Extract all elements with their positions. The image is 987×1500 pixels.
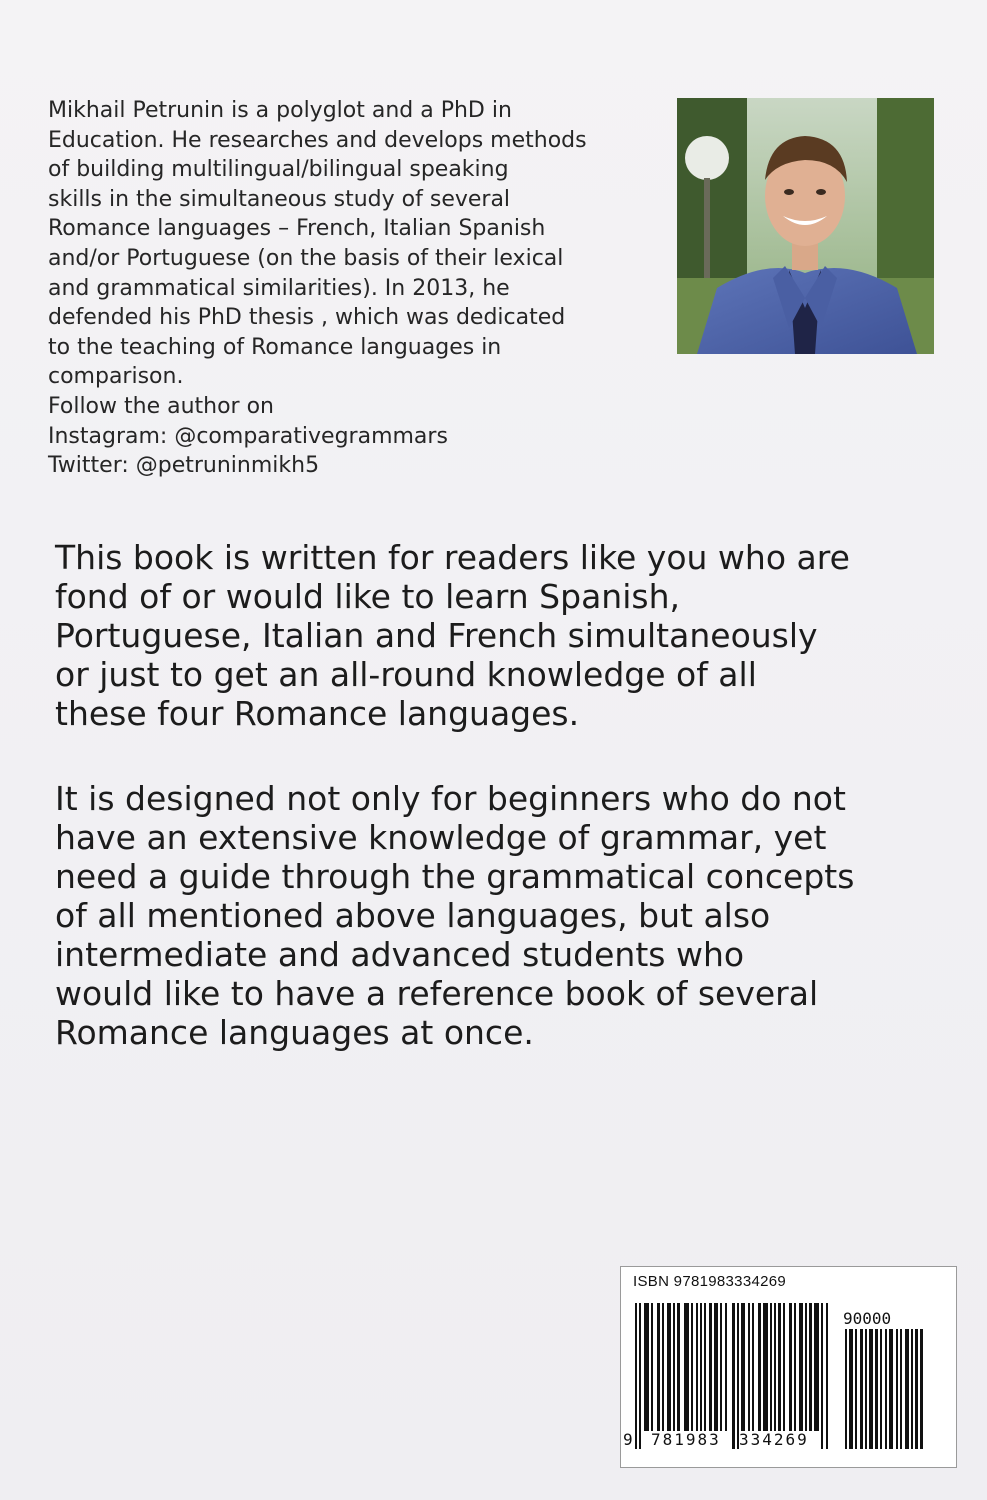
- barcode-digits-group-2: 334269: [739, 1430, 809, 1449]
- barcode-bar: [704, 1303, 706, 1431]
- blurb-line: It is designed not only for beginners who do not: [55, 779, 846, 818]
- bio-line: and grammatical similarities). In 2013, he: [48, 275, 510, 301]
- blurb-line: or just to get an all-round knowledge of all: [55, 655, 757, 694]
- blurb-line: fond of or would like to learn Spanish,: [55, 577, 680, 616]
- blurb-line: This book is written for readers like you who are: [55, 538, 850, 577]
- twitter-handle: Twitter: @petruninmikh5: [48, 453, 320, 479]
- barcode-bar: [860, 1329, 863, 1449]
- barcode-bar: [880, 1329, 882, 1449]
- barcode-bar: [700, 1303, 702, 1431]
- barcode-bar: [915, 1329, 918, 1449]
- author-photo: [677, 98, 934, 354]
- bio-line: of building multilingual/bilingual speaking: [48, 157, 509, 183]
- barcode-bar: [691, 1303, 693, 1431]
- blurb-line: Portuguese, Italian and French simultaneously: [55, 616, 818, 655]
- barcode-bar: [709, 1303, 712, 1431]
- barcode-digits-group-1: 781983: [651, 1430, 721, 1449]
- bio-line: comparison.: [48, 364, 184, 390]
- barcode-bar: [905, 1329, 909, 1449]
- barcode-bar: [896, 1329, 898, 1449]
- barcode-bar: [635, 1303, 637, 1449]
- barcode-bar: [741, 1303, 745, 1431]
- barcode-bar: [911, 1329, 913, 1449]
- barcode-bar: [770, 1303, 772, 1431]
- follow-author-line: Follow the author on: [48, 393, 274, 419]
- barcode-bar: [885, 1329, 887, 1449]
- blurb-line: of all mentioned above languages, but also: [55, 896, 771, 935]
- barcode-bar: [720, 1303, 722, 1431]
- bio-line: Romance languages – French, Italian Spanish: [48, 216, 546, 242]
- blurb-paragraph-1: [55, 538, 955, 733]
- bio-line: Education. He researches and develops methods: [48, 127, 587, 153]
- blurb-line: Romance languages at once.: [55, 1013, 534, 1052]
- barcode-bar: [920, 1329, 923, 1449]
- barcode-bar: [789, 1303, 792, 1431]
- barcode-bar: [889, 1329, 893, 1449]
- barcode-bar: [677, 1303, 680, 1431]
- barcode-bar: [826, 1303, 828, 1449]
- bio-line: to the teaching of Romance languages in: [48, 334, 502, 360]
- barcode-bar: [667, 1303, 671, 1431]
- barcode-bar: [651, 1303, 653, 1431]
- barcode-bar: [752, 1303, 754, 1431]
- barcode-bar: [696, 1303, 698, 1431]
- barcode-bar: [809, 1303, 812, 1431]
- blurb-line: these four Romance languages.: [55, 694, 580, 733]
- instagram-handle: Instagram: @comparativegrammars: [48, 423, 448, 449]
- barcode-bar: [644, 1303, 649, 1431]
- barcode-bar: [758, 1303, 761, 1431]
- barcode-bar: [814, 1303, 819, 1431]
- blurb-line: would like to have a reference book of several: [55, 974, 819, 1013]
- blurb-line: need a guide through the grammatical concepts: [55, 857, 855, 896]
- barcode-bar: [869, 1329, 873, 1449]
- barcode-bar: [875, 1329, 878, 1449]
- barcode-bar: [774, 1303, 776, 1431]
- barcode-bar: [855, 1329, 857, 1449]
- barcode-bar: [737, 1303, 739, 1449]
- barcode-bar: [900, 1329, 902, 1449]
- barcode-bar: [849, 1329, 853, 1449]
- isbn-label: ISBN 9781983334269: [633, 1273, 787, 1290]
- barcode-bar: [639, 1303, 641, 1449]
- bio-line: and/or Portuguese (on the basis of their lexical: [48, 245, 564, 271]
- blurb-line: have an extensive knowledge of grammar, yet: [55, 818, 827, 857]
- barcode-bar: [763, 1303, 768, 1431]
- ean-barcode-bars: [635, 1303, 831, 1451]
- blurb-paragraph-2: [55, 779, 955, 1052]
- barcode-bar: [657, 1303, 660, 1431]
- barcode-bar: [778, 1303, 781, 1431]
- barcode-bar: [748, 1303, 750, 1431]
- bio-line: skills in the simultaneous study of several: [48, 186, 511, 212]
- barcode-bar: [684, 1303, 689, 1431]
- barcode-digit-first: 9: [623, 1430, 633, 1449]
- barcode-bar: [805, 1303, 807, 1431]
- addon-barcode-bars: [845, 1329, 945, 1451]
- barcode-bar: [821, 1303, 823, 1449]
- barcode-bar: [673, 1303, 675, 1431]
- barcode-bar: [714, 1303, 718, 1431]
- barcode-bar: [783, 1303, 785, 1431]
- blurb-line: intermediate and advanced students who: [55, 935, 745, 974]
- barcode-bar: [794, 1303, 796, 1431]
- barcode-bar: [725, 1303, 727, 1431]
- barcode-bar: [732, 1303, 735, 1449]
- bio-line: defended his PhD thesis , which was dedicated: [48, 305, 566, 331]
- barcode-bar: [662, 1303, 664, 1431]
- isbn-barcode: [620, 1266, 957, 1468]
- barcode-bar: [799, 1303, 803, 1431]
- barcode-bar: [845, 1329, 847, 1449]
- bio-line: Mikhail Petrunin is a polyglot and a PhD in: [48, 98, 512, 123]
- price-code: 90000: [843, 1309, 892, 1328]
- author-bio: [48, 96, 648, 481]
- barcode-bar: [865, 1329, 867, 1449]
